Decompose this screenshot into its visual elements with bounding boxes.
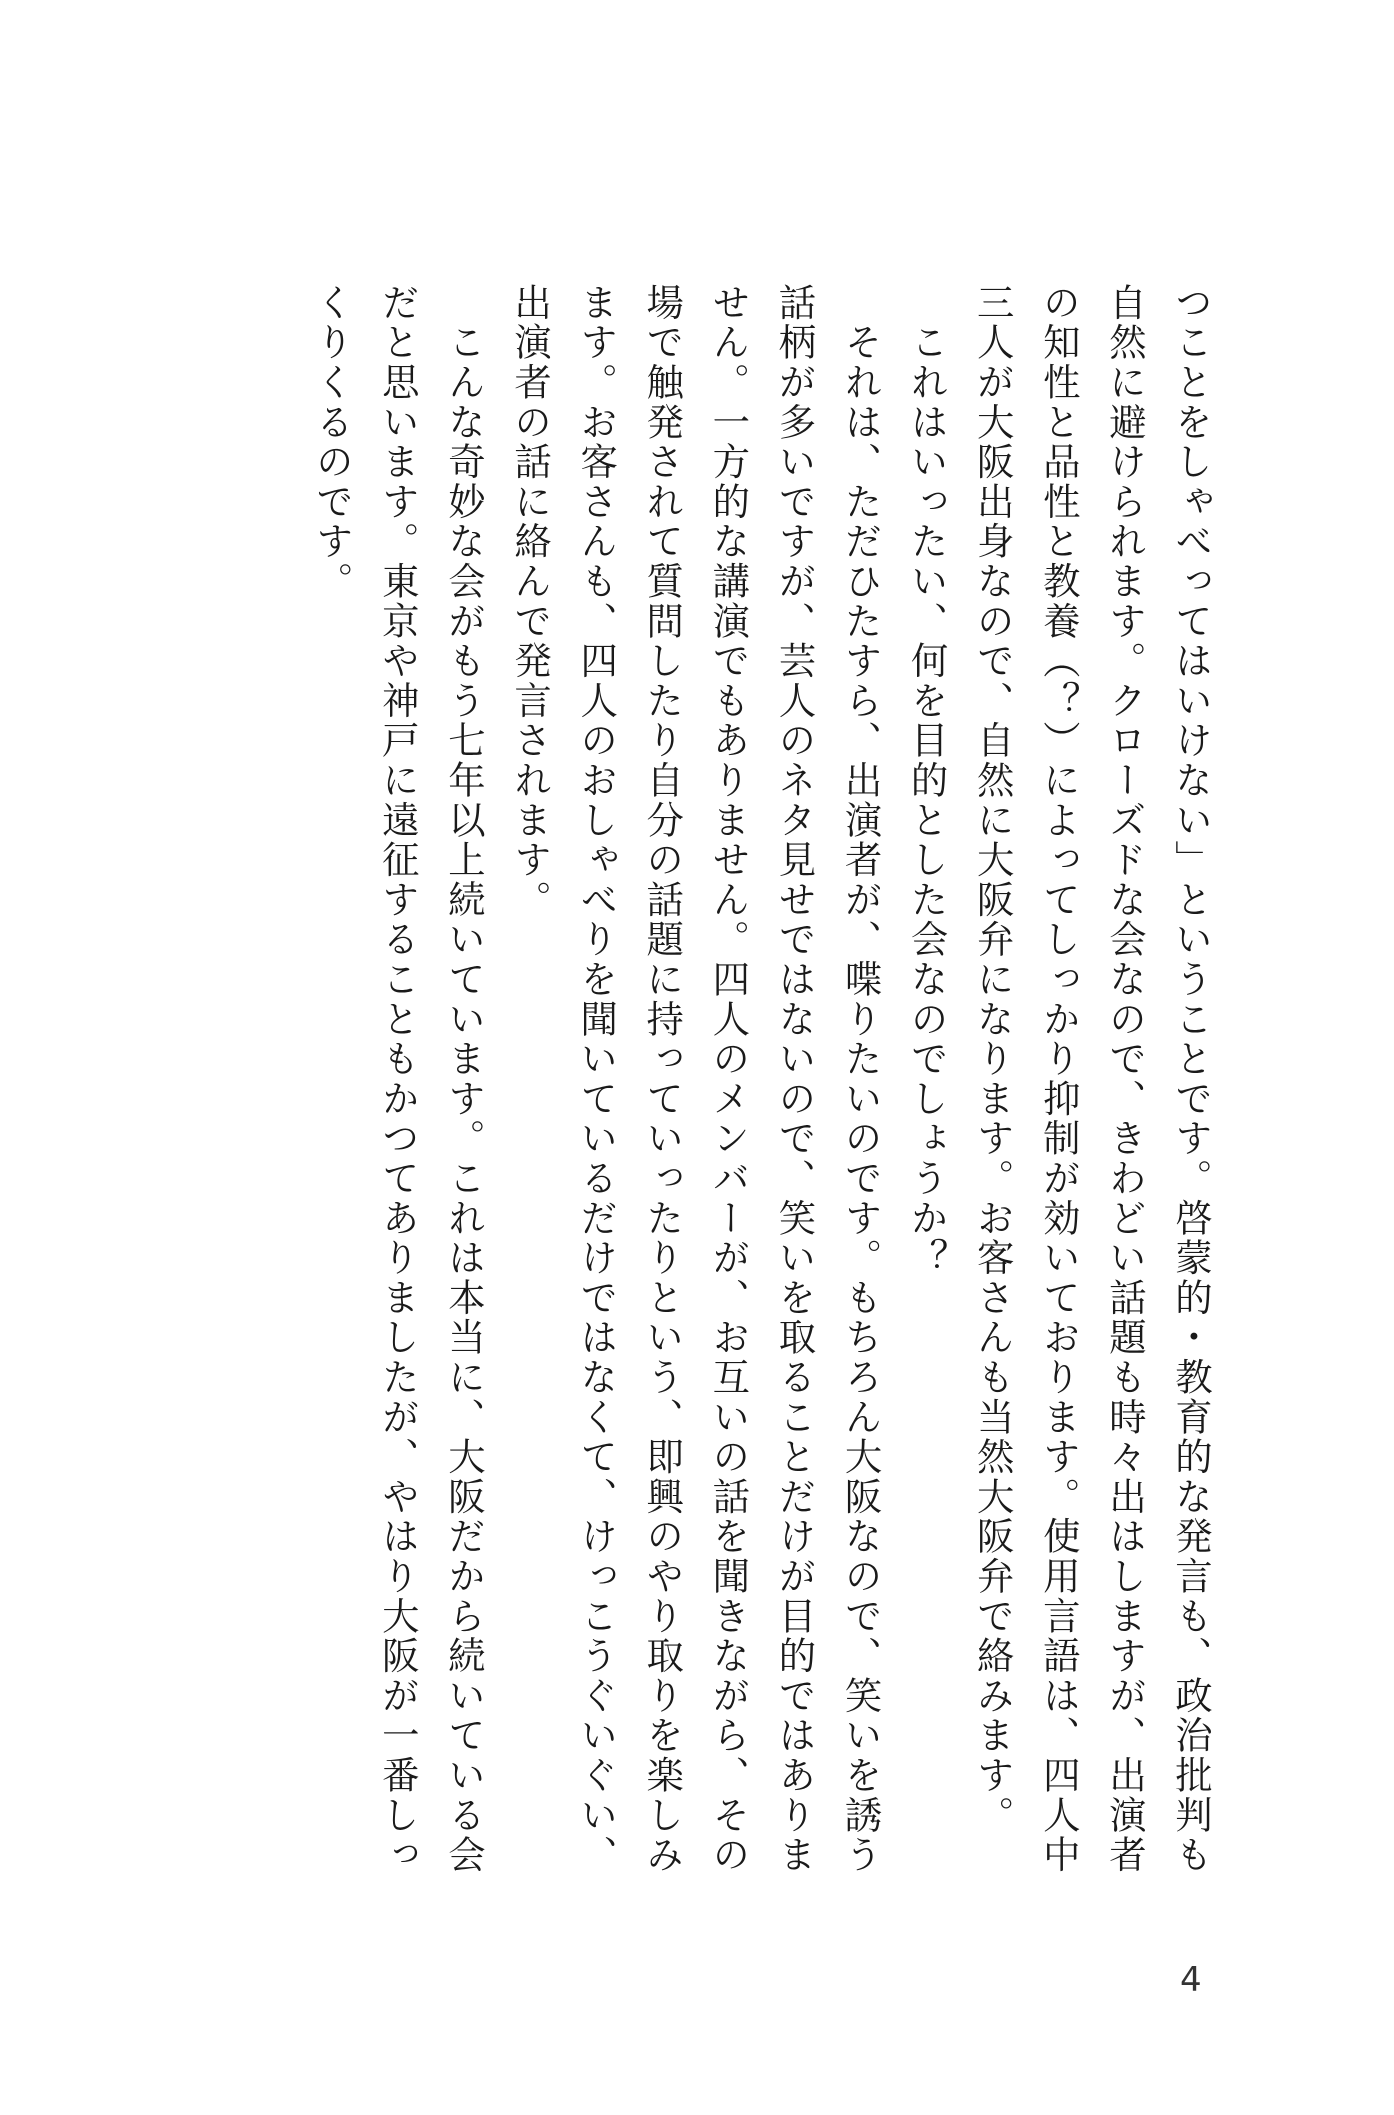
text-line: つことをしゃべってはいけない」ということです。啓蒙的・教育的な発言も、政治批判も: [1169, 283, 1213, 1875]
page-number: 4: [1180, 1960, 1202, 2000]
text-line: 三人が大阪出身なので、自然に大阪弁になります。お客さんも当然大阪弁で絡みます。: [970, 283, 1015, 1836]
text-line: だと思います。東京や神戸に遠征することもかつてありましたが、やはり大阪が一番しっ: [375, 283, 420, 1875]
text-line: ます。お客さんも、四人のおしゃべりを聞いているだけではなくて、けっこうぐいぐい、: [574, 283, 619, 1875]
text-line: 自然に避けられます。クローズドな会なので、きわどい話題も時々出はしますが、出演者: [1102, 283, 1147, 1875]
text-line: 話柄が多いですが、芸人のネタ見せではないので、笑いを取ることだけが目的ではありま: [772, 283, 817, 1875]
text-line: これはいったい、何を目的とした会なのでしょうか？: [904, 283, 949, 1278]
text-line: 出演者の話に絡んで発言されます。: [508, 283, 553, 920]
text-line: せん。一方的な講演でもありません。四人のメンバーが、お互いの話を聞きながら、その: [706, 283, 751, 1875]
text-line: 場で触発されて質問したり自分の話題に持っていったりという、即興のやり取りを楽しみ: [640, 283, 685, 1875]
text-line: の知性と品性と教養（？）によってしっかり抑制が効いております。使用言語は、四人中: [1036, 283, 1081, 1875]
text-line: くりくるのです。: [309, 283, 354, 602]
vertical-text-body: [299, 283, 1224, 1903]
text-line: こんな奇妙な会がもう七年以上続いています。これは本当に、大阪だから続いている会: [441, 283, 486, 1875]
text-line: それは、ただひたすら、出演者が、喋りたいのです。もちろん大阪なので、笑いを誘う: [838, 283, 883, 1875]
